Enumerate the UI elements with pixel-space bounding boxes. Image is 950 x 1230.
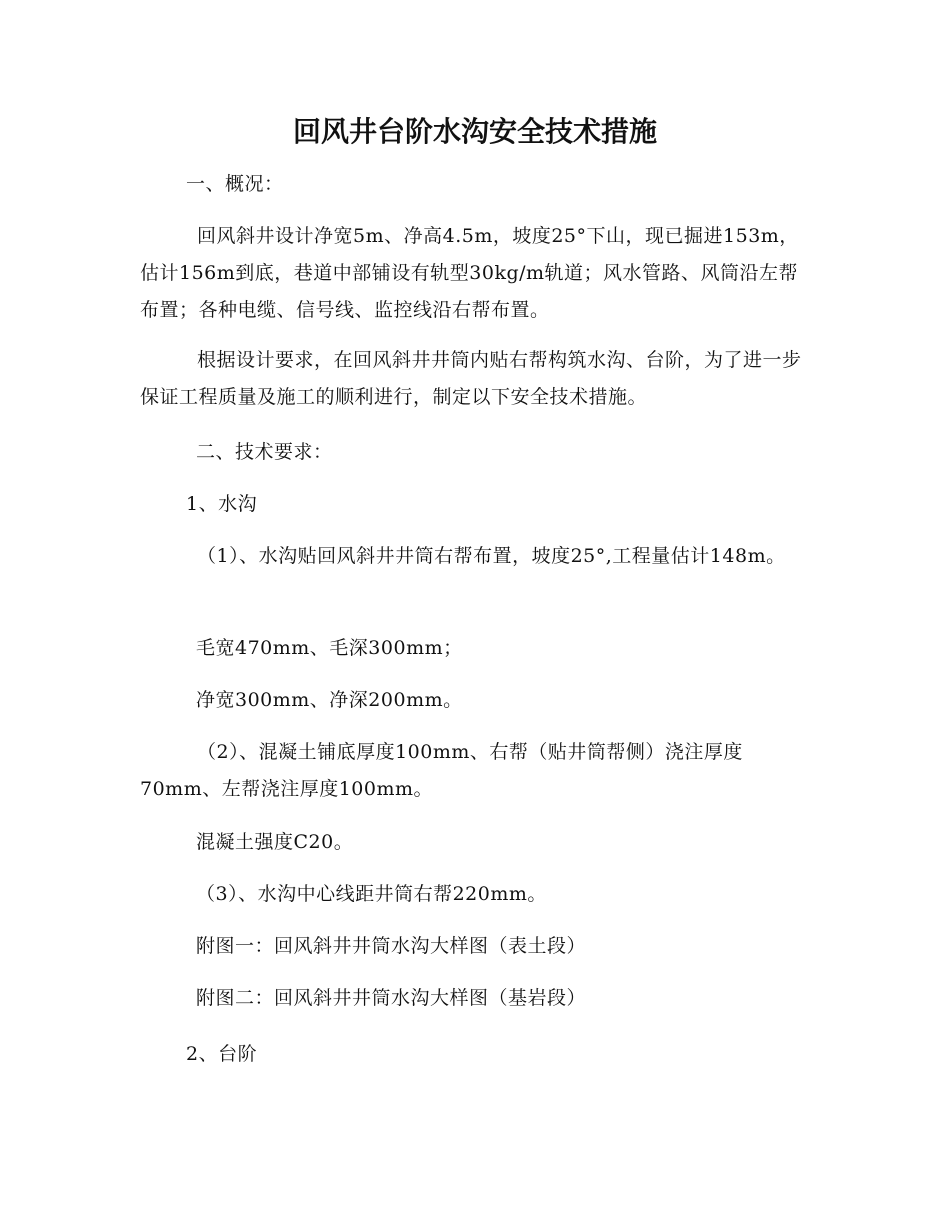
paragraph-purpose: 根据设计要求，在回风斜井井筒内贴右帮构筑水沟、台阶，为了进一步保证工程质量及施工的顺利进行，制定以下安全技术措施。: [140, 349, 802, 408]
figure-caption-bedrock: 附图二：回风斜井井筒水沟大样图（基岩段）: [196, 987, 587, 1009]
text-net-dimensions: 净宽300mm、净深200mm。: [196, 689, 463, 711]
text-rough-dimensions: 毛宽470mm、毛深300mm；: [196, 637, 463, 659]
document-title: 回风井台阶水沟安全技术措施: [292, 115, 657, 148]
section-heading-technical-requirements: 二、技术要求：: [196, 441, 333, 463]
paragraph-ditch-layout: （1）、水沟贴回风斜井井筒右帮布置，坡度25°,工程量估计148m。: [197, 545, 786, 567]
text-ditch-centerline: （3）、水沟中心线距井筒右帮220mm。: [196, 883, 547, 905]
paragraph-overview: 回风斜井设计净宽5m、净高4.5m，坡度25°下山，现已掘进153m，估计156m到底，巷道中部铺设有轨型30kg/m轨道；风水管路、风筒沿左帮布置；各种电缆、信号线、监控线沿右帮布置。: [140, 225, 799, 321]
item-heading-steps: 2、台阶: [186, 1043, 258, 1065]
text-concrete-strength: 混凝土强度C20。: [196, 831, 354, 853]
paragraph-concrete-thickness: （2）、混凝土铺底厚度100mm、右帮（贴井筒帮侧）浇注厚度70mm、左帮浇注厚度100mm。: [140, 741, 743, 800]
item-heading-ditch: 1、水沟: [186, 493, 258, 515]
figure-caption-topsoil: 附图一：回风斜井井筒水沟大样图（表土段）: [196, 935, 587, 957]
section-heading-overview: 一、概况：: [186, 173, 284, 195]
